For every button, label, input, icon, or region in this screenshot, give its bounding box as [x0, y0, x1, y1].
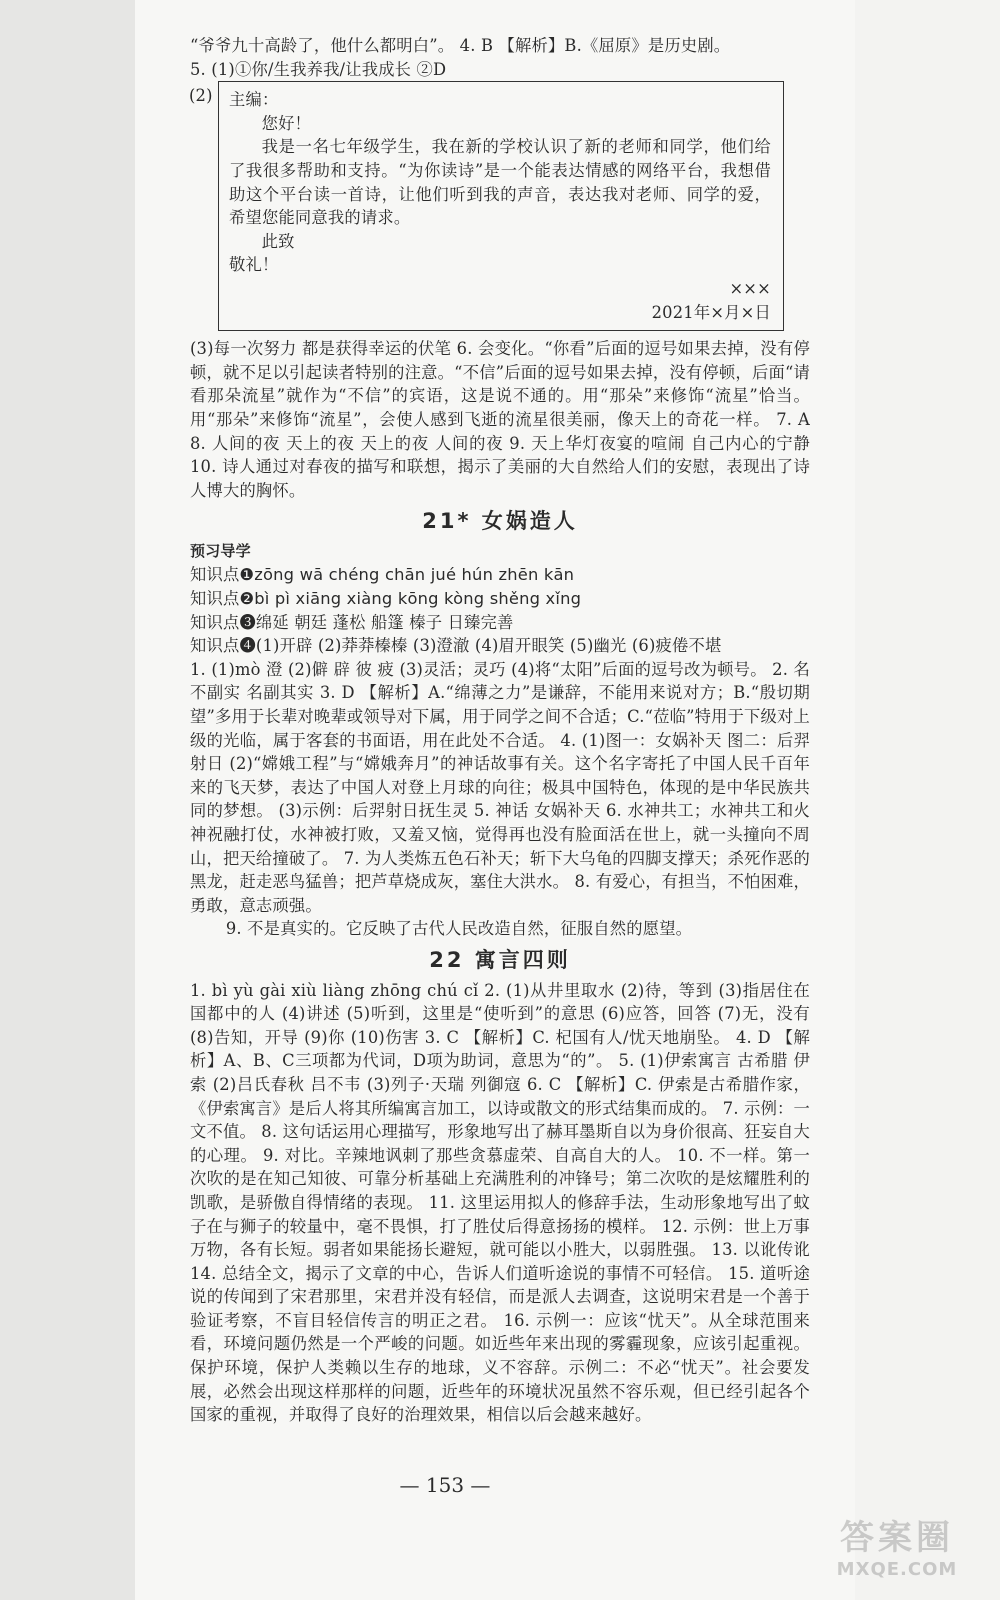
letter-closing: 敬礼！ — [229, 255, 279, 275]
letter-greeting: 您好！ — [261, 113, 312, 133]
left-page-edge — [0, 0, 135, 1600]
letter-closing: 此致 — [261, 231, 295, 251]
section-title: 22 寓言四则 — [429, 947, 571, 972]
knowledge-point: 知识点❶zōng wā chéng chān jué hún zhēn kān — [190, 565, 575, 585]
watermark-text: 答案圈 — [840, 1518, 954, 1558]
watermark-logo — [822, 1510, 972, 1582]
answer-paragraph: 1. (1)mò 澄 (2)僻 辟 彼 疲 (3)灵活；灵巧 (4)将“太阳”后面的逗号改为顿号。 2. 名不副实 名副其实 3. D 【解析】A.“绵薄之力”是谦辞，不能用来说对方；B.“殷切期望”多用于长辈对晚辈或领导对下属，用于同学之间不合适；C.“莅临”特用于下级对上级的光临，属于客套的书面语，用在此处不合适。 4. (1)图一：女娲补天 图二：后羿射日 (2)“嫦娥工程”与“嫦娥奔月”的神话故事有关。这个名字寄托了中国人民千百年来的飞天梦，表达了中国人对登上月球的向往；极具中国特色，体现的是中华民族共同的梦想。 (3)示例：后羿射日抚生灵 5. 神话 女娲补天 6. 水神共工；水神共工和火神祝融打仗，水神被打败，又羞又恼，觉得再也没有脸面活在世上，就一头撞向不周山，把天给撞破了。 7. 为人类炼五色石补天；斩下大乌龟的四脚支撑天；杀死作恶的黑龙，赶走恶鸟猛兽；把芦草烧成灰，塞住大洪水。 8. 有爱心，有担当，不怕困难，勇敢，意志顽强。 — [190, 659, 811, 915]
letter-date: 2021年×月×日 — [651, 302, 771, 322]
question-number: (2) — [189, 86, 213, 106]
knowledge-point: 知识点❸绵延 朝廷 蓬松 船篷 榛子 日臻完善 — [190, 612, 514, 632]
letter-salutation: 主编： — [229, 90, 279, 110]
right-page-edge — [940, 0, 1000, 1600]
letter-signature: ××× — [729, 278, 771, 298]
knowledge-point: 知识点❹(1)开辟 (2)莽莽榛榛 (3)澄澈 (4)眉开眼笑 (5)幽光 (6)疲倦不堪 — [190, 636, 722, 656]
watermark-url: MXQE.COM — [836, 1559, 958, 1580]
document-page — [135, 0, 855, 1600]
answer-column — [190, 34, 810, 1427]
subsection-heading: 预习导学 — [190, 541, 251, 560]
text-line: “爷爷九十高龄了，他什么都明白”。 4. B 【解析】B.《屈原》是历史剧。 — [190, 36, 731, 55]
answer-paragraph: (3)每一次努力 都是获得幸运的伏笔 6. 会变化。“你看”后面的逗号如果去掉，没有停顿，就不足以引起读者特别的注意。“不信”后面的逗号如果去掉，没有停顿，后面“请看那朵流星”就作为“不信”的宾语，这是说不通的。用“那朵”来修饰“流星”恰当。用“那朵”来修饰“流星”，会使人感到飞逝的流星很美丽，像天上的奇花一样。 7. A 8. 人间的夜 天上的夜 天上的夜 人间的夜 9. 天上华灯夜宴的喧闹 自己内心的宁静 10. 诗人通过对春夜的描写和联想，揭示了美丽的大自然给人们的安慰，表现出了诗人博大的胸怀。 — [190, 339, 810, 500]
knowledge-point: 知识点❷bì pì xiāng xiàng kōng kòng shěng xǐng — [190, 589, 582, 609]
page-number: — 153 — — [399, 1473, 491, 1497]
answer-paragraph: 1. bì yù gài xiù liàng zhōng chú cǐ 2. (1)从井里取水 (2)待，等到 (3)指居住在国都中的人 (4)讲述 (5)听到，这里是“使听到”的意思 (6)应答，回答 (7)无，没有 (8)告知，开导 (9)你 (10)伤害 3. C 【解析】C. 杞国有人/忧天地崩坠。 4. D 【解析】A、B、C三项都为代词，D项为助词，意思为“的”。 5. (1)伊索寓言 古希腊 伊索 (2)吕氏春秋 吕不韦 (3)列子·天瑞 列御寇 6. C 【解析】C. 伊索是古希腊作家，《伊索寓言》是后人将其所编寓言加工，以诗或散文的形式结集而成的。 7. 示例：一文不值。 8. 这句话运用心理描写，形象地写出了赫耳墨斯自以为身价很高、狂妄自大的心理。 9. 对比。辛辣地讽刺了那些贪慕虚荣、自高自大的人。 10. 不一样。第一次吹的是在知己知彼、可靠分析基础上充满胜利的冲锋号；第二次吹的是炫耀胜利的凯歌，是骄傲自得情绪的表现。 11. 这里运用拟人的修辞手法，生动形象地写出了蚊子在与狮子的较量中，毫不畏惧，打了胜仗后得意扬扬的模样。 12. 示例：世上万事万物，各有长短。弱者如果能扬长避短，就可能以小胜大，以弱胜强。 13. 以讹传讹 14. 总结全文，揭示了文章的中心，告诉人们道听途说的事情不可轻信。 15. 道听途说的传闻到了宋君那里，宋君并没有轻信，而是派人去调查，这说明宋君是一个善于验证考察，不盲目轻信传言的明正之君。 16. 示例一：应该“忧天”。从全球范围来看，环境问题仍然是一个严峻的问题。如近些年来出现的雾霾现象，应该引起重视。保护环境，保护人类赖以生存的地球，义不容辞。示例二：不必“忧天”。社会要发展，必然会出现这样那样的问题，近些年的环境状况虽然不容乐观，但已经引起各个国家的重视，并取得了良好的治理效果，相信以后会越来越好。 — [190, 980, 811, 1425]
letter-box — [189, 81, 784, 331]
section-title: 21* 女娲造人 — [422, 509, 578, 534]
text-line: 5. (1)①你/生我养我/让我成长 ②D — [190, 59, 447, 79]
answer-paragraph: 9. 不是真实的。它反映了古代人民改造自然，征服自然的愿望。 — [225, 919, 693, 939]
letter-body: 我是一名七年级学生，我在新的学校认识了新的老师和同学，他们给了我很多帮助和支持。“为你读诗”是一个能表达情感的网络平台，我想借助这个平台读一首诗，让他们听到我的声音，表达我对老师、同学的爱，希望您能同意我的请求。 — [229, 137, 771, 228]
